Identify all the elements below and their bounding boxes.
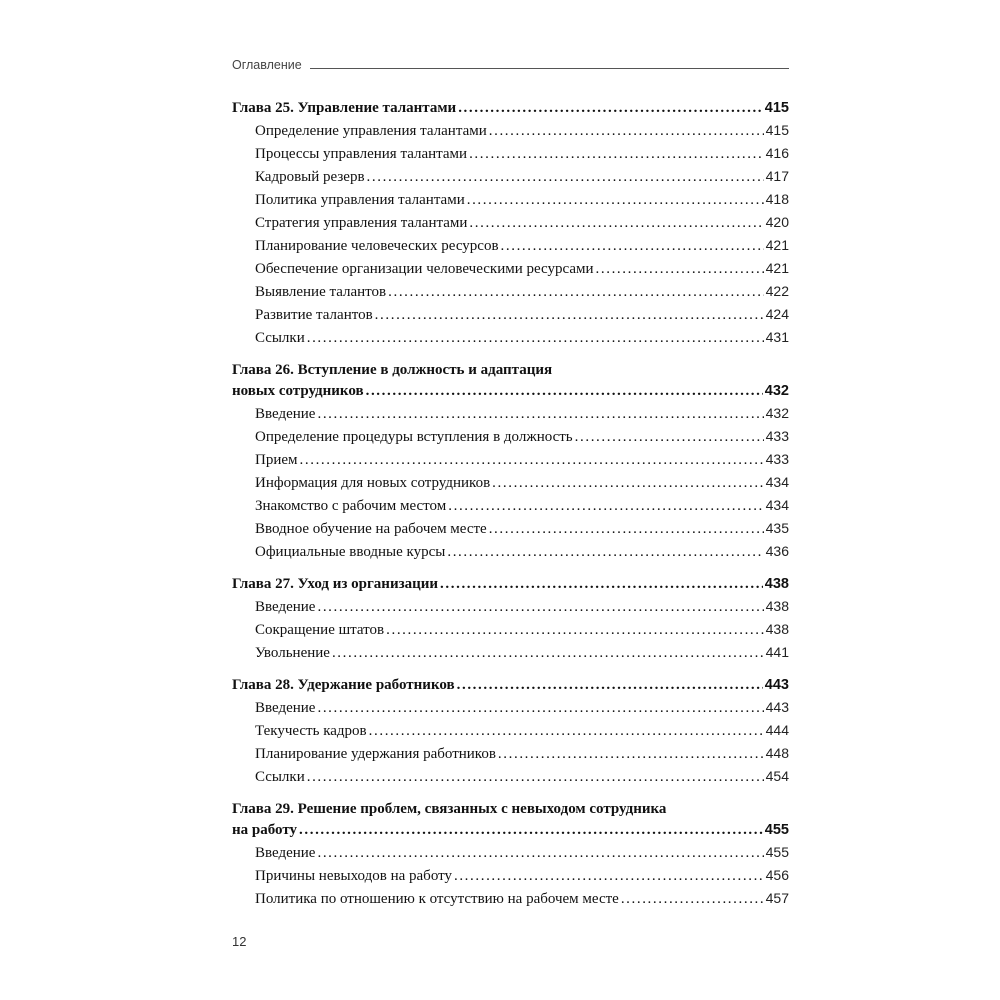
entry-title: Прием [255, 452, 298, 468]
entry-page: 417 [765, 168, 789, 184]
dot-leader [467, 189, 764, 211]
toc-entry[interactable] [232, 719, 789, 742]
entry-page: 416 [765, 145, 789, 161]
toc-entry[interactable] [232, 494, 789, 517]
chapter-heading[interactable] [232, 574, 789, 595]
dot-leader [317, 697, 763, 719]
dot-leader [375, 304, 764, 326]
chapter-28 [232, 675, 789, 788]
entry-title: Развитие талантов [255, 307, 373, 323]
entry-page: 438 [765, 621, 789, 637]
entry-title: Сокращение штатов [255, 622, 385, 638]
entry-title: Определение процедуры вступления в должность [255, 429, 573, 445]
toc-entry[interactable] [232, 188, 789, 211]
dot-leader [448, 495, 763, 517]
dot-leader [386, 619, 764, 641]
dot-leader [489, 518, 764, 540]
toc-entry[interactable] [232, 696, 789, 719]
chapter-page: 455 [764, 822, 789, 838]
dot-leader [469, 143, 764, 165]
toc-entry[interactable] [232, 595, 789, 618]
entry-page: 421 [765, 237, 789, 253]
page-number: 12 [232, 934, 247, 949]
entry-title: Планирование человеческих ресурсов [255, 238, 499, 254]
dot-leader [332, 642, 764, 664]
toc-entry[interactable] [232, 471, 789, 494]
chapter-title-line2: новых сотрудников [232, 383, 364, 399]
entry-title: Информация для новых сотрудников [255, 475, 491, 491]
chapter-page: 438 [764, 576, 789, 592]
toc-entry[interactable] [232, 234, 789, 257]
entry-page: 434 [765, 497, 789, 513]
dot-leader [492, 472, 763, 494]
chapter-heading[interactable] [232, 675, 789, 696]
chapter-heading[interactable] [232, 98, 789, 119]
dot-leader [489, 120, 764, 142]
entry-title: Введение [255, 700, 316, 716]
entry-title: Ссылки [255, 330, 305, 346]
entry-page: 418 [765, 191, 789, 207]
toc-entry[interactable] [232, 864, 789, 887]
dot-leader [621, 888, 764, 910]
dot-leader [317, 596, 763, 618]
dot-leader [498, 743, 764, 765]
dot-leader [575, 426, 764, 448]
entry-page: 457 [765, 890, 789, 906]
running-header [232, 52, 789, 72]
entry-title: Кадровый резерв [255, 169, 365, 185]
entry-page: 433 [765, 428, 789, 444]
chapter-heading[interactable] [232, 820, 789, 841]
toc-entry[interactable] [232, 119, 789, 142]
entry-title: Официальные вводные курсы [255, 544, 446, 560]
dot-leader [596, 258, 764, 280]
toc-entry[interactable] [232, 887, 789, 910]
entry-page: 455 [765, 844, 789, 860]
toc-entry[interactable] [232, 448, 789, 471]
entry-title: Политика по отношению к отсутствию на рабочем месте [255, 891, 619, 907]
dot-leader [458, 98, 763, 119]
chapter-26 [232, 360, 789, 563]
dot-leader [299, 820, 763, 841]
chapter-title-line2: на работу [232, 822, 298, 838]
dot-leader [388, 281, 764, 303]
dot-leader [307, 327, 764, 349]
dot-leader [366, 381, 763, 402]
entry-page: 415 [765, 122, 789, 138]
toc-entry[interactable] [232, 540, 789, 563]
entry-title: Знакомство с рабочим местом [255, 498, 447, 514]
chapter-page: 443 [764, 677, 789, 693]
dot-leader [369, 720, 764, 742]
entry-page: 433 [765, 451, 789, 467]
chapter-title: Глава 28. Удержание работников [232, 677, 455, 693]
entry-title: Обеспечение организации человеческими ресурсами [255, 261, 594, 277]
chapter-heading[interactable] [232, 381, 789, 402]
toc-entry[interactable] [232, 280, 789, 303]
chapter-page: 432 [764, 383, 789, 399]
toc-entry[interactable] [232, 517, 789, 540]
chapter-title-line1[interactable]: Глава 29. Решение проблем, связанных с невыходом сотрудника [232, 801, 667, 817]
table-of-contents [232, 98, 789, 921]
entry-page: 436 [765, 543, 789, 559]
dot-leader [457, 675, 763, 696]
dot-leader [501, 235, 764, 257]
entry-page: 431 [765, 329, 789, 345]
entry-title: Введение [255, 599, 316, 615]
chapter-29 [232, 799, 789, 910]
entry-title: Введение [255, 406, 316, 422]
toc-entry[interactable] [232, 165, 789, 188]
entry-title: Увольнение [255, 645, 330, 661]
chapter-page: 415 [764, 100, 789, 116]
header-rule [310, 68, 789, 69]
toc-entry[interactable] [232, 142, 789, 165]
toc-entry[interactable] [232, 211, 789, 234]
dot-leader [367, 166, 764, 188]
entry-page: 454 [765, 768, 789, 784]
entry-title: Введение [255, 845, 316, 861]
dot-leader [317, 403, 763, 425]
entry-page: 456 [765, 867, 789, 883]
toc-entry[interactable] [232, 425, 789, 448]
entry-title: Процессы управления талантами [255, 146, 468, 162]
dot-leader [300, 449, 764, 471]
toc-entry[interactable] [232, 326, 789, 349]
entry-page: 424 [765, 306, 789, 322]
entry-page: 441 [765, 644, 789, 660]
dot-leader [440, 574, 763, 595]
dot-leader [454, 865, 764, 887]
entry-page: 448 [765, 745, 789, 761]
toc-entry[interactable] [232, 841, 789, 864]
dot-leader [469, 212, 763, 234]
toc-entry[interactable] [232, 742, 789, 765]
entry-page: 422 [765, 283, 789, 299]
chapter-27 [232, 574, 789, 664]
toc-entry[interactable] [232, 641, 789, 664]
entry-title: Причины невыходов на работу [255, 868, 452, 884]
chapter-title-line1[interactable]: Глава 26. Вступление в должность и адаптация [232, 362, 553, 378]
entry-title: Планирование удержания работников [255, 746, 496, 762]
entry-page: 435 [765, 520, 789, 536]
dot-leader [317, 842, 763, 864]
entry-title: Вводное обучение на рабочем месте [255, 521, 487, 537]
chapter-title: Глава 25. Управление талантами [232, 100, 457, 116]
entry-page: 421 [765, 260, 789, 276]
chapter-25 [232, 98, 789, 349]
chapter-title: Глава 27. Уход из организации [232, 576, 439, 592]
entry-title: Определение управления талантами [255, 123, 487, 139]
entry-title: Текучесть кадров [255, 723, 367, 739]
entry-page: 434 [765, 474, 789, 490]
toc-entry[interactable] [232, 402, 789, 425]
dot-leader [447, 541, 763, 563]
entry-title: Ссылки [255, 769, 305, 785]
entry-title: Стратегия управления талантами [255, 215, 468, 231]
toc-entry[interactable] [232, 257, 789, 280]
entry-page: 432 [765, 405, 789, 421]
header-title: Оглавление [232, 58, 302, 72]
toc-entry[interactable] [232, 765, 789, 788]
entry-title: Выявление талантов [255, 284, 387, 300]
entry-page: 443 [765, 699, 789, 715]
entry-title: Политика управления талантами [255, 192, 465, 208]
entry-page: 444 [765, 722, 789, 738]
toc-entry[interactable] [232, 618, 789, 641]
entry-page: 438 [765, 598, 789, 614]
dot-leader [307, 766, 764, 788]
entry-page: 420 [765, 214, 789, 230]
toc-entry[interactable] [232, 303, 789, 326]
